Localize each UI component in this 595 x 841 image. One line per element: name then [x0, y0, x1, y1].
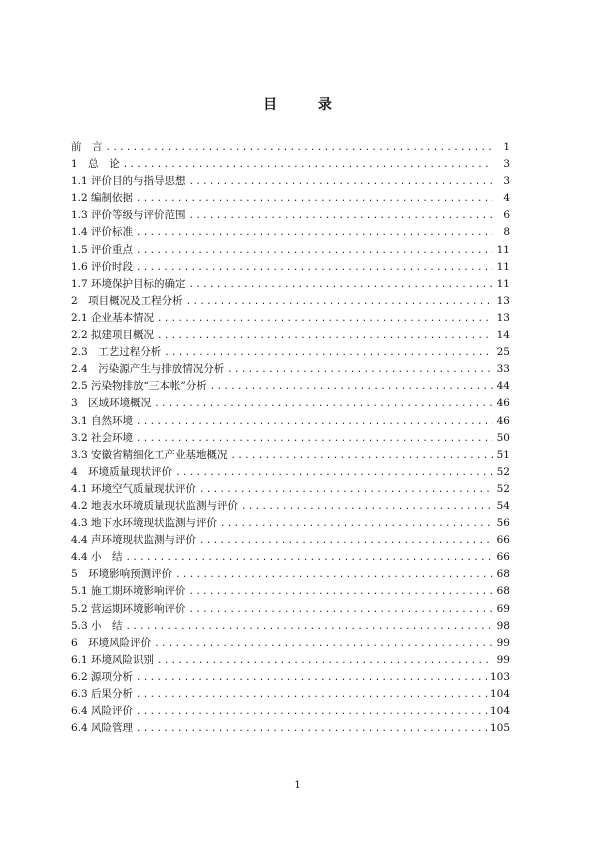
toc-entry-label: 5.3 小 结	[71, 619, 123, 632]
toc-entry[interactable]	[71, 327, 510, 344]
dot-leader	[231, 448, 493, 464]
toc-entry[interactable]	[71, 413, 510, 430]
dot-leader	[175, 567, 493, 583]
toc-entry[interactable]	[71, 515, 510, 532]
toc-entry-label: 2.2 拟建项目概况	[71, 329, 155, 342]
toc-entry-label: 3.3 安徽省精细化工产业基地概况	[71, 448, 228, 461]
toc-entry-page: 99	[496, 653, 510, 666]
toc-entry-page: 98	[496, 619, 510, 632]
toc-entry-label: 2.3 工艺过程分析	[71, 346, 162, 359]
dot-leader	[136, 414, 493, 430]
toc-entry-label: 6.1 环境风险识别	[71, 653, 155, 666]
toc-entry-page: 68	[496, 585, 510, 598]
dot-leader	[136, 721, 487, 737]
toc-entry-label: 1.4 评价标准	[71, 226, 134, 239]
toc-entry[interactable]	[71, 566, 510, 583]
dot-leader	[189, 174, 493, 190]
toc-entry-page: 13	[496, 311, 510, 324]
toc-entry-label: 4.4 声环境现状监测与评价	[71, 534, 197, 547]
toc-entry-label: 2.4 污染源产生与排放情况分析	[71, 363, 225, 376]
toc-entry-page: 11	[496, 277, 510, 290]
dot-leader	[136, 260, 493, 276]
toc-entry[interactable]	[71, 601, 510, 618]
toc-entry[interactable]	[71, 395, 510, 412]
dot-leader	[241, 499, 493, 515]
toc-entry-page: 11	[496, 260, 510, 273]
toc-entry-page: 104	[489, 688, 510, 700]
dot-leader	[175, 465, 493, 481]
toc-entry-page: 52	[496, 465, 510, 478]
toc-entry[interactable]	[71, 720, 510, 737]
dot-leader	[189, 208, 493, 224]
toc-entry[interactable]	[71, 583, 510, 600]
dot-leader	[136, 431, 493, 447]
toc-entry-label: 6.4 风险评价	[71, 705, 134, 718]
toc-entry-page: 13	[496, 294, 510, 307]
dot-leader	[136, 687, 487, 703]
dot-leader	[136, 243, 493, 259]
toc-entry-page: 3	[503, 175, 510, 188]
toc-entry-page: 25	[496, 346, 510, 359]
toc-entry[interactable]	[71, 430, 510, 447]
toc-entry-label: 2.1 企业基本情况	[71, 311, 155, 324]
toc-entry-label: 1.2 编制依据	[71, 192, 134, 205]
dot-leader	[157, 328, 493, 344]
dot-leader	[164, 345, 493, 361]
dot-leader	[199, 482, 493, 498]
toc-entry-page: 1	[503, 141, 510, 153]
toc-entry[interactable]	[71, 532, 510, 549]
toc-entry[interactable]	[71, 686, 510, 703]
toc-entry[interactable]	[71, 242, 510, 259]
toc-entry-label: 1.1 评价目的与指导思想	[71, 175, 186, 188]
toc-entry-label: 3.2 社会环境	[71, 431, 134, 444]
dot-leader	[154, 396, 493, 412]
toc-entry[interactable]	[71, 652, 510, 669]
toc-entry-label: 5.2 营运期环境影响评价	[71, 602, 186, 615]
toc-entry-label: 前 言	[71, 141, 103, 153]
toc-entry[interactable]	[71, 618, 510, 635]
dot-leader	[136, 704, 487, 720]
dot-leader	[186, 294, 493, 310]
toc-entry[interactable]	[71, 344, 510, 361]
dot-leader	[210, 379, 493, 395]
page-number: 1	[294, 780, 301, 791]
toc-entry-label: 2.5 污染物排放“三本帐”分析	[71, 380, 207, 393]
toc-entry-page: 105	[489, 722, 510, 735]
dot-leader	[189, 602, 493, 618]
toc-entry-page: 3	[503, 158, 510, 171]
dot-leader	[136, 225, 493, 241]
toc-entry-label: 4.1 环境空气质量现状评价	[71, 482, 197, 495]
toc-entry-page: 99	[496, 636, 510, 649]
toc-entry-label: 2 项目概况及工程分析	[71, 294, 183, 307]
toc-entry[interactable]	[71, 361, 510, 378]
dot-leader	[199, 533, 493, 549]
toc-entry[interactable]	[71, 498, 510, 515]
toc-entry[interactable]	[71, 156, 510, 173]
toc-entry[interactable]	[71, 669, 510, 686]
toc-entry[interactable]	[71, 259, 510, 276]
toc-entry-label: 6.3 后果分析	[71, 688, 134, 700]
page-title: 目 录	[263, 97, 350, 113]
toc-entry-label: 4.2 地表水环境质量现状监测与评价	[71, 499, 239, 512]
toc-entry-page: 66	[496, 534, 510, 547]
toc-entry-label: 6.2 源项分析	[71, 670, 134, 683]
toc-entry[interactable]	[71, 139, 510, 156]
toc-entry-page: 4	[503, 192, 510, 205]
toc-entry-page: 6	[503, 209, 510, 222]
toc-entry-label: 4.3 地下水环境现状监测与评价	[71, 517, 218, 530]
toc-entry-page: 44	[496, 380, 510, 393]
toc-entry-page: 66	[496, 551, 510, 564]
toc-entry-page: 54	[496, 499, 510, 512]
toc-entry-page: 8	[503, 226, 510, 239]
toc-entry[interactable]	[71, 378, 510, 395]
toc-entry[interactable]	[71, 224, 510, 241]
toc-entry-label: 3 区域环境概况	[71, 397, 152, 410]
toc-entry-page: 103	[489, 670, 510, 683]
toc-entry[interactable]	[71, 635, 510, 652]
toc-entry[interactable]	[71, 464, 510, 481]
toc-entry-label: 4 环境质量现状评价	[71, 465, 173, 478]
toc-entry-page: 50	[496, 431, 510, 444]
toc-entry-label: 1.3 评价等级与评价范围	[71, 209, 186, 222]
toc-entry-label: 1.5 评价重点	[71, 243, 134, 256]
toc-entry[interactable]	[71, 549, 510, 566]
toc-entry-page: 33	[496, 363, 510, 376]
toc-entry-label: 6.4 风险管理	[71, 722, 134, 735]
toc-entry[interactable]	[71, 207, 510, 224]
toc-entry[interactable]	[71, 173, 510, 190]
toc-entry-label: 1.7 环境保护目标的确定	[71, 277, 186, 290]
toc-entry-label: 6 环境风险评价	[71, 636, 152, 649]
toc-entry-page: 51	[496, 448, 510, 461]
toc-entry-label: 1.6 评价时段	[71, 260, 134, 273]
dot-leader	[126, 550, 493, 566]
toc-entry-page: 69	[496, 602, 510, 615]
dot-leader	[106, 140, 494, 156]
toc-entry[interactable]	[71, 310, 510, 327]
table-of-contents	[71, 139, 510, 737]
toc-entry-page: 11	[496, 243, 510, 256]
toc-entry-label: 4.4 小 结	[71, 551, 123, 564]
toc-entry-page: 68	[496, 568, 510, 581]
toc-entry[interactable]	[71, 190, 510, 207]
toc-entry-page: 52	[496, 482, 510, 495]
toc-entry-page: 14	[496, 329, 510, 342]
toc-entry-page: 46	[496, 414, 510, 427]
dot-leader	[227, 362, 493, 378]
toc-entry-label: 5.1 施工期环境影响评价	[71, 585, 186, 598]
toc-entry-page: 46	[496, 397, 510, 410]
toc-entry[interactable]	[71, 293, 510, 310]
toc-entry-page: 104	[489, 705, 510, 718]
toc-entry-page: 56	[496, 517, 510, 530]
dot-leader	[157, 653, 493, 669]
dot-leader	[154, 636, 493, 652]
toc-entry[interactable]	[71, 276, 510, 293]
toc-entry-label: 3.1 自然环境	[71, 414, 134, 427]
toc-entry-label: 1 总 论	[71, 158, 120, 171]
dot-leader	[126, 619, 493, 635]
dot-leader	[136, 191, 493, 207]
toc-entry[interactable]	[71, 481, 510, 498]
dot-leader	[189, 584, 493, 600]
dot-leader	[123, 157, 493, 173]
toc-entry-label: 5 环境影响预测评价	[71, 568, 173, 581]
dot-leader	[189, 277, 493, 293]
toc-entry[interactable]	[71, 447, 510, 464]
dot-leader	[136, 670, 487, 686]
dot-leader	[220, 516, 493, 532]
toc-entry[interactable]	[71, 703, 510, 720]
dot-leader	[157, 311, 493, 327]
